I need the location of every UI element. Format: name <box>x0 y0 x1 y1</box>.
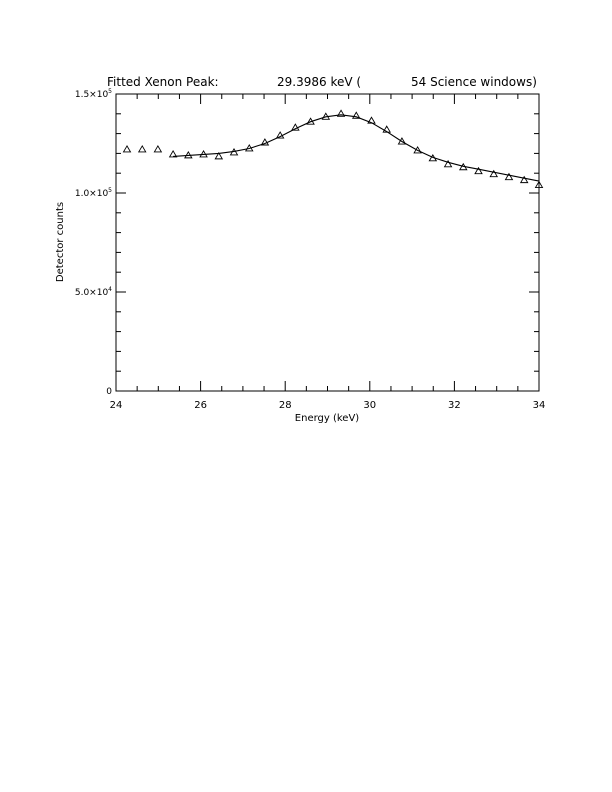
x-tick-label: 28 <box>278 400 292 411</box>
x-tick-label: 34 <box>532 400 546 411</box>
x-tick-label: 32 <box>448 400 461 411</box>
y-tick-label: $1.5\times 10^5$ <box>74 88 112 100</box>
x-axis-label: Energy (keV) <box>294 413 360 424</box>
x-tick-label: 24 <box>109 400 123 411</box>
chart-title-energy: 29.3986 keV ( <box>277 75 362 89</box>
y-tick-label: 0 <box>106 387 112 397</box>
x-tick-label: 26 <box>194 400 207 411</box>
x-tick-label: 30 <box>363 400 377 411</box>
chart-title-windows: 54 Science windows) <box>411 75 537 89</box>
y-axis-label: Detector counts <box>55 201 66 283</box>
y-tick-label: $5.0\times 10^4$ <box>74 286 112 298</box>
y-tick-label: $1.0\times 10^5$ <box>74 187 112 199</box>
chart-title-left: Fitted Xenon Peak: <box>107 75 219 89</box>
